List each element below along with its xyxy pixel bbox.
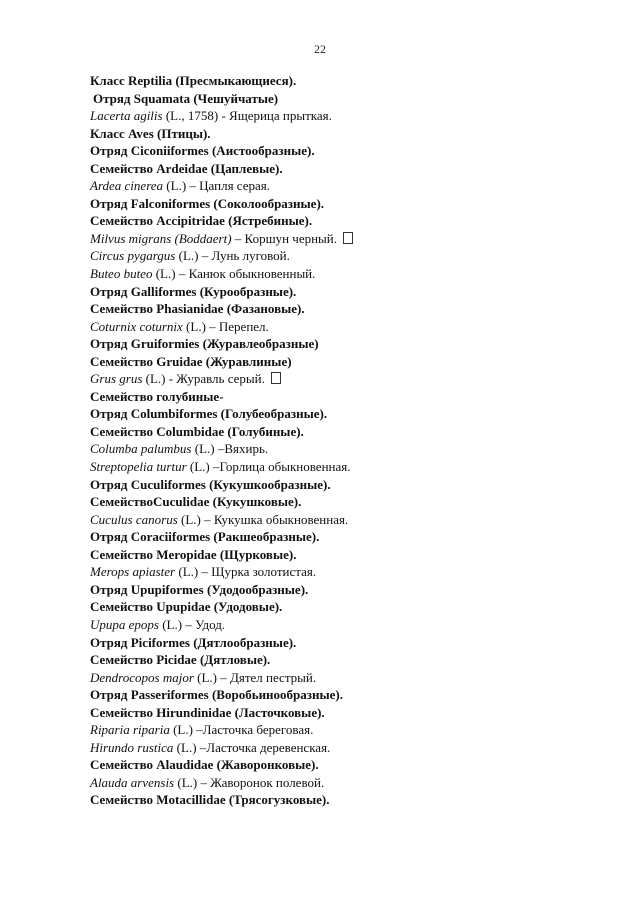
family-heading: Семейство Gruidae (Журавлиные)	[90, 353, 292, 369]
species-entry	[90, 107, 353, 125]
species-latin-name: Alauda arvensis	[90, 774, 175, 790]
family-heading: Семейство Hirundinidae (Ласточковые).	[90, 704, 325, 720]
species-entry	[90, 440, 353, 458]
species-latin-name: Dendrocopos major	[90, 669, 194, 685]
family-heading: Семейство Phasianidae (Фазановые).	[90, 301, 305, 317]
family-heading: Семейство голубиные-	[90, 388, 224, 404]
order-heading: Отряд Falconiformes (Соколообразные).	[90, 195, 325, 211]
order-heading: Отряд Passeriformes (Воробьинообразные).	[90, 687, 343, 703]
order-heading: Отряд Galliformes (Курообразные).	[90, 283, 297, 299]
family-heading: Семейство Motacillidae (Трясогузковые).	[90, 792, 330, 808]
species-latin-name: Riparia riparia	[90, 722, 170, 738]
species-common-name: (L., 1758) - Ящерица прыткая.	[162, 108, 332, 124]
species-common-name: – Коршун черный.	[231, 230, 337, 246]
species-entry	[90, 230, 353, 248]
species-common-name: (L.) – Перепел.	[182, 318, 269, 334]
family-heading: Семейство Meropidae (Щурковые).	[90, 546, 297, 562]
species-common-name: (L.) –Горлица обыкновенная.	[186, 459, 351, 475]
family-heading: Семейство Columbidae (Голубиные).	[90, 423, 304, 439]
order-heading: Отряд Piciformes (Дятлообразные).	[90, 634, 297, 650]
order-heading: Отряд Squamata (Чешуйчатые)	[93, 90, 279, 106]
species-common-name: (L.) –Вяхирь.	[191, 441, 269, 457]
species-latin-name: Ardea cinerea	[90, 178, 164, 194]
species-latin-name: Hirundo rustica	[90, 739, 174, 755]
species-entry	[90, 721, 353, 739]
order-heading: Отряд Columbiformes (Голубеобразные).	[90, 406, 328, 422]
class-heading: Класс Reptilia (Пресмыкающиеся).	[90, 73, 297, 88]
species-entry	[90, 318, 353, 336]
species-entry	[90, 458, 353, 476]
missing-glyph-box-icon	[343, 232, 353, 244]
species-entry	[90, 177, 353, 195]
family-heading: Семейство Upupidae (Удодовые).	[90, 599, 283, 615]
order-heading: Отряд Ciconiiformes (Аистообразные).	[90, 143, 315, 159]
species-entry	[90, 739, 353, 757]
species-latin-name: Lacerta agilis	[90, 108, 163, 124]
species-latin-name: Milvus migrans (Boddaert)	[90, 230, 232, 246]
species-latin-name: Columba palumbus	[90, 441, 192, 457]
species-common-name: (L.) – Щурка золотистая.	[175, 564, 317, 580]
species-entry	[90, 511, 353, 529]
species-common-name: (L.) – Удод.	[158, 616, 226, 632]
family-heading: Семейство Alaudidae (Жаворонковые).	[90, 757, 319, 773]
species-latin-name: Coturnix coturnix	[90, 318, 183, 334]
species-common-name: (L.) – Жаворонок полевой.	[174, 774, 325, 790]
class-heading: Класс Aves (Птицы).	[90, 125, 211, 141]
species-entry	[90, 774, 353, 792]
species-latin-name: Upupa epops	[90, 616, 159, 632]
species-entry	[90, 616, 353, 634]
species-common-name: (L.) - Журавль серый.	[142, 371, 265, 387]
species-latin-name: Cuculus canorus	[90, 511, 178, 527]
species-entry	[90, 265, 353, 283]
species-latin-name: Merops apiaster	[90, 564, 176, 580]
species-list	[90, 72, 353, 809]
species-latin-name: Circus pygargus	[90, 248, 176, 264]
family-heading: СемействоCuculidae (Кукушковые).	[90, 494, 302, 510]
species-common-name: (L.) –Ласточка деревенская.	[173, 739, 331, 755]
species-common-name: (L.) – Дятел пестрый.	[193, 669, 317, 685]
species-entry	[90, 563, 353, 581]
missing-glyph-box-icon	[271, 372, 281, 384]
order-heading: Отряд Upupiformes (Удодообразные).	[90, 581, 309, 597]
species-latin-name: Grus grus	[90, 371, 143, 387]
order-heading: Отряд Coraciiformes (Ракшеобразные).	[90, 529, 320, 545]
order-heading: Отряд Cuculiformes (Кукушкообразные).	[90, 476, 331, 492]
species-common-name: (L.) – Кукушка обыкновенная.	[177, 511, 349, 527]
species-common-name: (L.) – Лунь луговой.	[175, 248, 290, 264]
species-latin-name: Buteo buteo	[90, 266, 153, 282]
species-entry	[90, 247, 353, 265]
species-entry	[90, 669, 353, 687]
species-common-name: (L.) – Канюк обыкновенный.	[152, 266, 316, 282]
order-heading: Отряд Gruiformies (Журавлеобразные)	[90, 336, 319, 352]
page-number: 22	[314, 42, 326, 56]
family-heading: Семейство Picidae (Дятловые).	[90, 652, 271, 668]
species-latin-name: Streptopelia turtur	[90, 459, 187, 475]
species-common-name: (L.) – Цапля серая.	[163, 178, 271, 194]
family-heading: Семейство Ardeidae (Цаплевые).	[90, 160, 283, 176]
species-entry	[90, 370, 353, 388]
species-common-name: (L.) –Ласточка береговая.	[169, 722, 314, 738]
family-heading: Семейство Accipitridae (Ястребиные).	[90, 213, 313, 229]
